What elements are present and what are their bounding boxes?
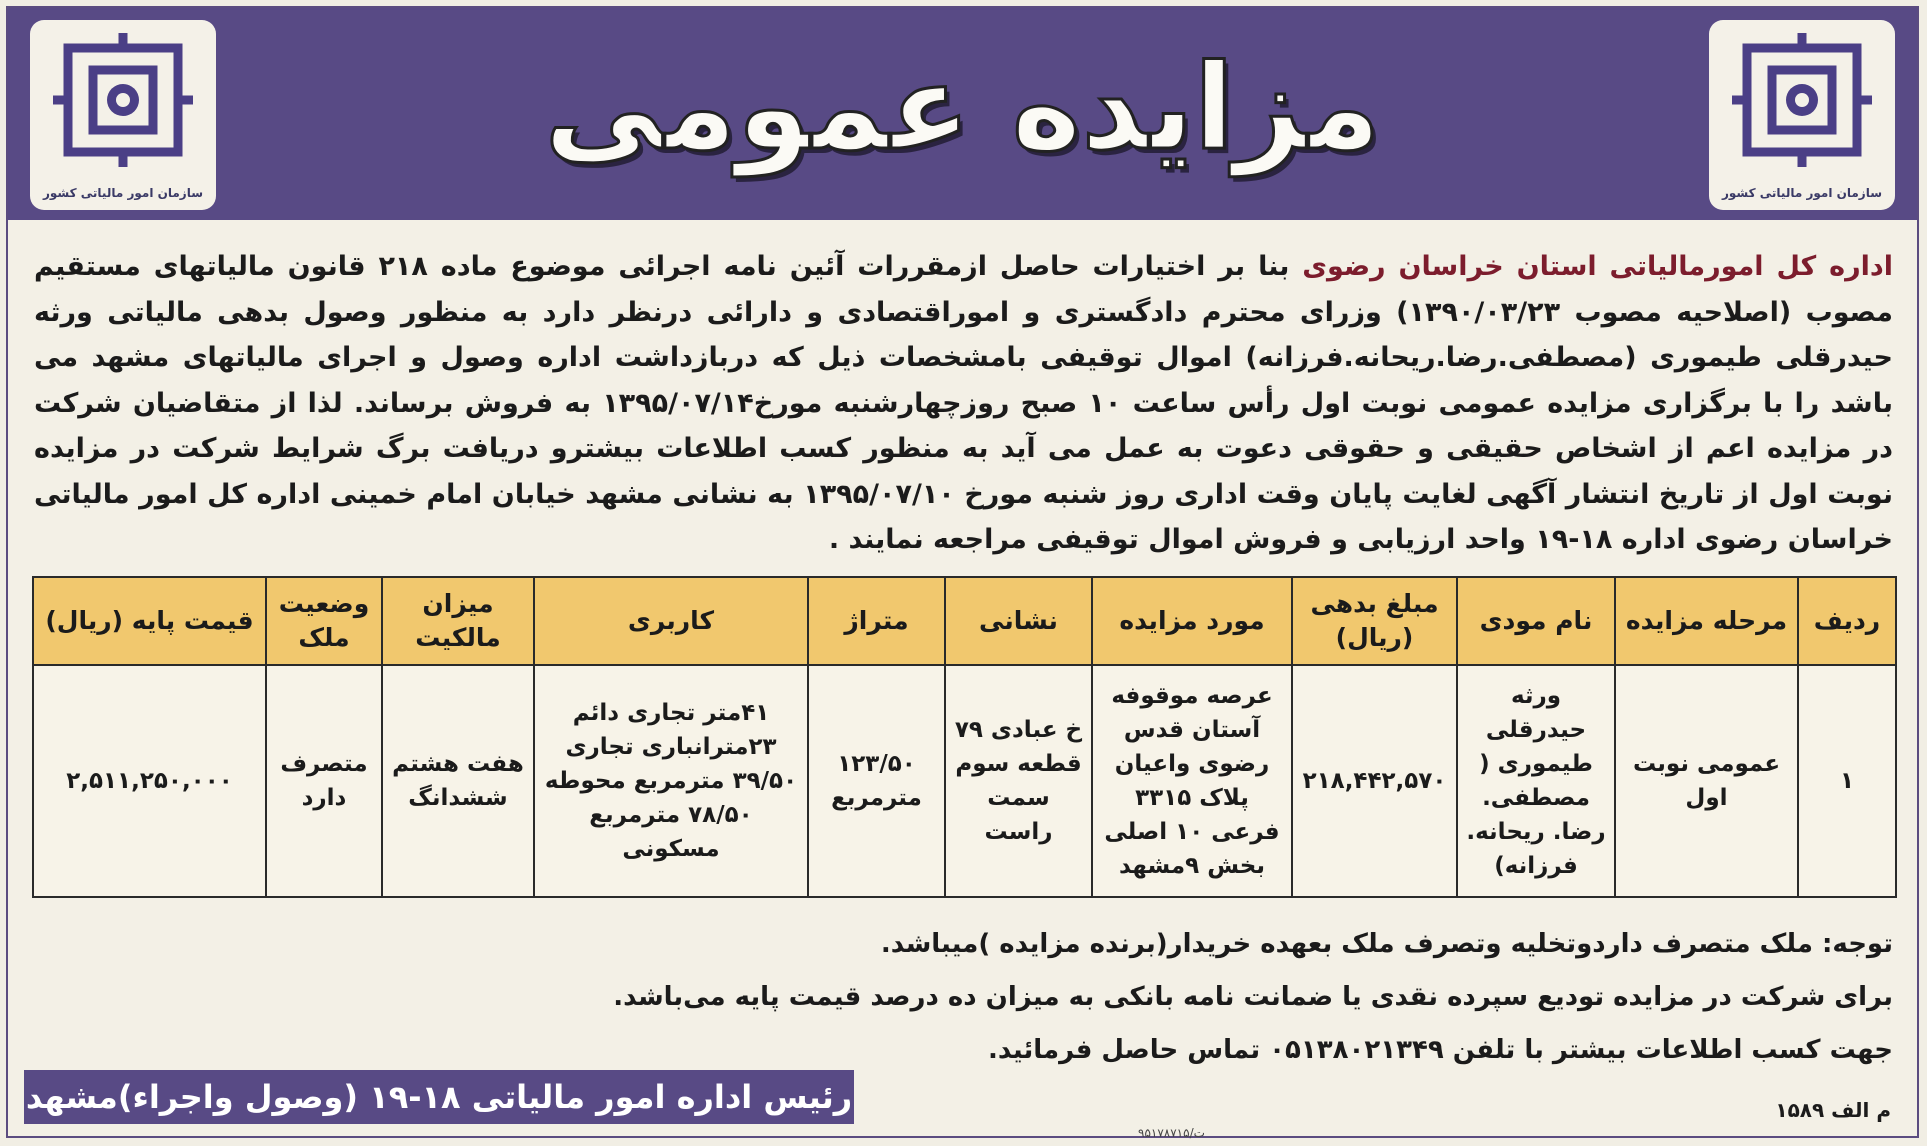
header-cell: میزان مالکیت bbox=[382, 577, 534, 665]
intro-paragraph bbox=[34, 244, 1893, 563]
table-cell: عرصه موقوفه آستان قدس رضوی واعیان پلاک ۳۳۱۵ فرعی ۱۰ اصلی بخش ۹مشهد bbox=[1092, 665, 1292, 897]
header-cell: مبلغ بدهی (ریال) bbox=[1292, 577, 1457, 665]
notes bbox=[32, 918, 1893, 1077]
table-cell: ۴۱متر تجاری دائم ۲۳مترانباری تجاری ۳۹/۵۰ مترمربع محوطه ۷۸/۵۰ مترمربع مسکونی bbox=[534, 665, 808, 897]
note-line: برای شرکت در مزایده تودیع سپرده نقدی یا ضمانت نامه بانکی به میزان ده درصد قیمت پایه می‌باشد. bbox=[613, 982, 1893, 1012]
header-cell: قیمت پایه (ریال) bbox=[33, 577, 266, 665]
ad-code: م الف ۱۵۸۹ bbox=[1775, 1098, 1891, 1122]
header-cell: نام مودی bbox=[1457, 577, 1615, 665]
header-cell: متراژ bbox=[808, 577, 945, 665]
table-cell: ۱۲۳/۵۰ مترمربع bbox=[808, 665, 945, 897]
header-cell: مرحله مزایده bbox=[1615, 577, 1798, 665]
tax-org-emblem-icon bbox=[48, 30, 198, 170]
auction-notice bbox=[6, 6, 1919, 1138]
table-cell: عمومی نوبت اول bbox=[1615, 665, 1798, 897]
issuer-name: اداره کل امورمالیاتی استان خراسان رضوی bbox=[1302, 251, 1893, 282]
table-cell: هفت هشتم ششدانگ bbox=[382, 665, 534, 897]
tax-org-caption: سازمان امور مالیاتی کشور bbox=[1721, 186, 1882, 200]
intro-text: بنا بر اختیارات حاصل ازمقررات آئین نامه اجرائی موضوع ماده ۲۱۸ قانون مالیاتهای مستقیم مصوب (اصلاحیه مصوب ۱۳۹۰/۰۳/۲۳) وزرای محترم دادگستری و اموراقتصادی و دارائی درنظر دارد به منظور وصول بدهی مالیاتی ورثه حیدرقلی طیموری (مصطفی.رضا.ریحانه.فرزانه) اموال توقیفی بامشخصات ذیل که دربازداشت اداره وصول و اجرای مالیاتهای مشهد می باشد را با برگزاری مزایده عمومی نوبت اول رأس ساعت ۱۰ صبح روزچهارشنبه مورخ۱۳۹۵/۰۷/۱۴ به فروش برساند. لذا از متقاضیان شرکت در مزایده اعم از اشخاص حقیقی و حقوقی دعوت به عمل می آید به منظور کسب اطلاعات بیشترو دریافت برگ شرایط شرکت در مزایده نوبت اول از تاریخ انتشار آگهی لغایت پایان وقت اداری روز شنبه مورخ ۱۳۹۵/۰۷/۱۰ به نشانی مشهد خیابان امام خمینی اداره کل امور مالیاتی خراسان رضوی اداره ۱۸-۱۹ واحد ارزیابی و فروش اموال توقیفی مراجعه نمایند . bbox=[34, 251, 1893, 555]
table-cell: ۲۱۸,۴۴۲,۵۷۰ bbox=[1292, 665, 1457, 897]
header-cell: ردیف bbox=[1798, 577, 1896, 665]
tax-org-caption: سازمان امور مالیاتی کشور bbox=[42, 186, 203, 200]
tax-org-logo-right bbox=[1709, 20, 1895, 210]
note-line: توجه: ملک متصرف داردوتخلیه وتصرف ملک بعهده خریدار(برنده مزایده )میباشد. bbox=[880, 929, 1893, 959]
table-cell: ۲,۵۱۱,۲۵۰,۰۰۰ bbox=[33, 665, 266, 897]
header-cell: وضعیت ملک bbox=[266, 577, 382, 665]
header-cell: مورد مزایده bbox=[1092, 577, 1292, 665]
table-header-row bbox=[33, 577, 1896, 665]
table-cell: ورثه حیدرقلی طیموری ( مصطفی. رضا. ریحانه. فرزانه) bbox=[1457, 665, 1615, 897]
table-row bbox=[33, 665, 1896, 897]
signature-box: رئیس اداره امور مالیاتی ۱۸-۱۹ (وصول واجراء)مشهد bbox=[24, 1070, 854, 1124]
page-title: مزایده عمومی bbox=[544, 38, 1381, 176]
table-cell: خ عبادی ۷۹ قطعه سوم سمت راست bbox=[945, 665, 1092, 897]
table-cell: ۱ bbox=[1798, 665, 1896, 897]
header-cell: کاربری bbox=[534, 577, 808, 665]
note-line: جهت کسب اطلاعات بیشتر با تلفن ۰۵۱۳۸۰۲۱۳۴۹ تماس حاصل فرمائید. bbox=[988, 1035, 1893, 1065]
auction-table bbox=[32, 576, 1897, 898]
print-code: ۹۵۱۷۸۷۱۵/ت bbox=[1138, 1126, 1205, 1140]
table-cell: متصرف دارد bbox=[266, 665, 382, 897]
header-cell: نشانی bbox=[945, 577, 1092, 665]
header-banner bbox=[8, 8, 1917, 220]
tax-org-logo-left bbox=[30, 20, 216, 210]
tax-org-emblem-icon bbox=[1727, 30, 1877, 170]
